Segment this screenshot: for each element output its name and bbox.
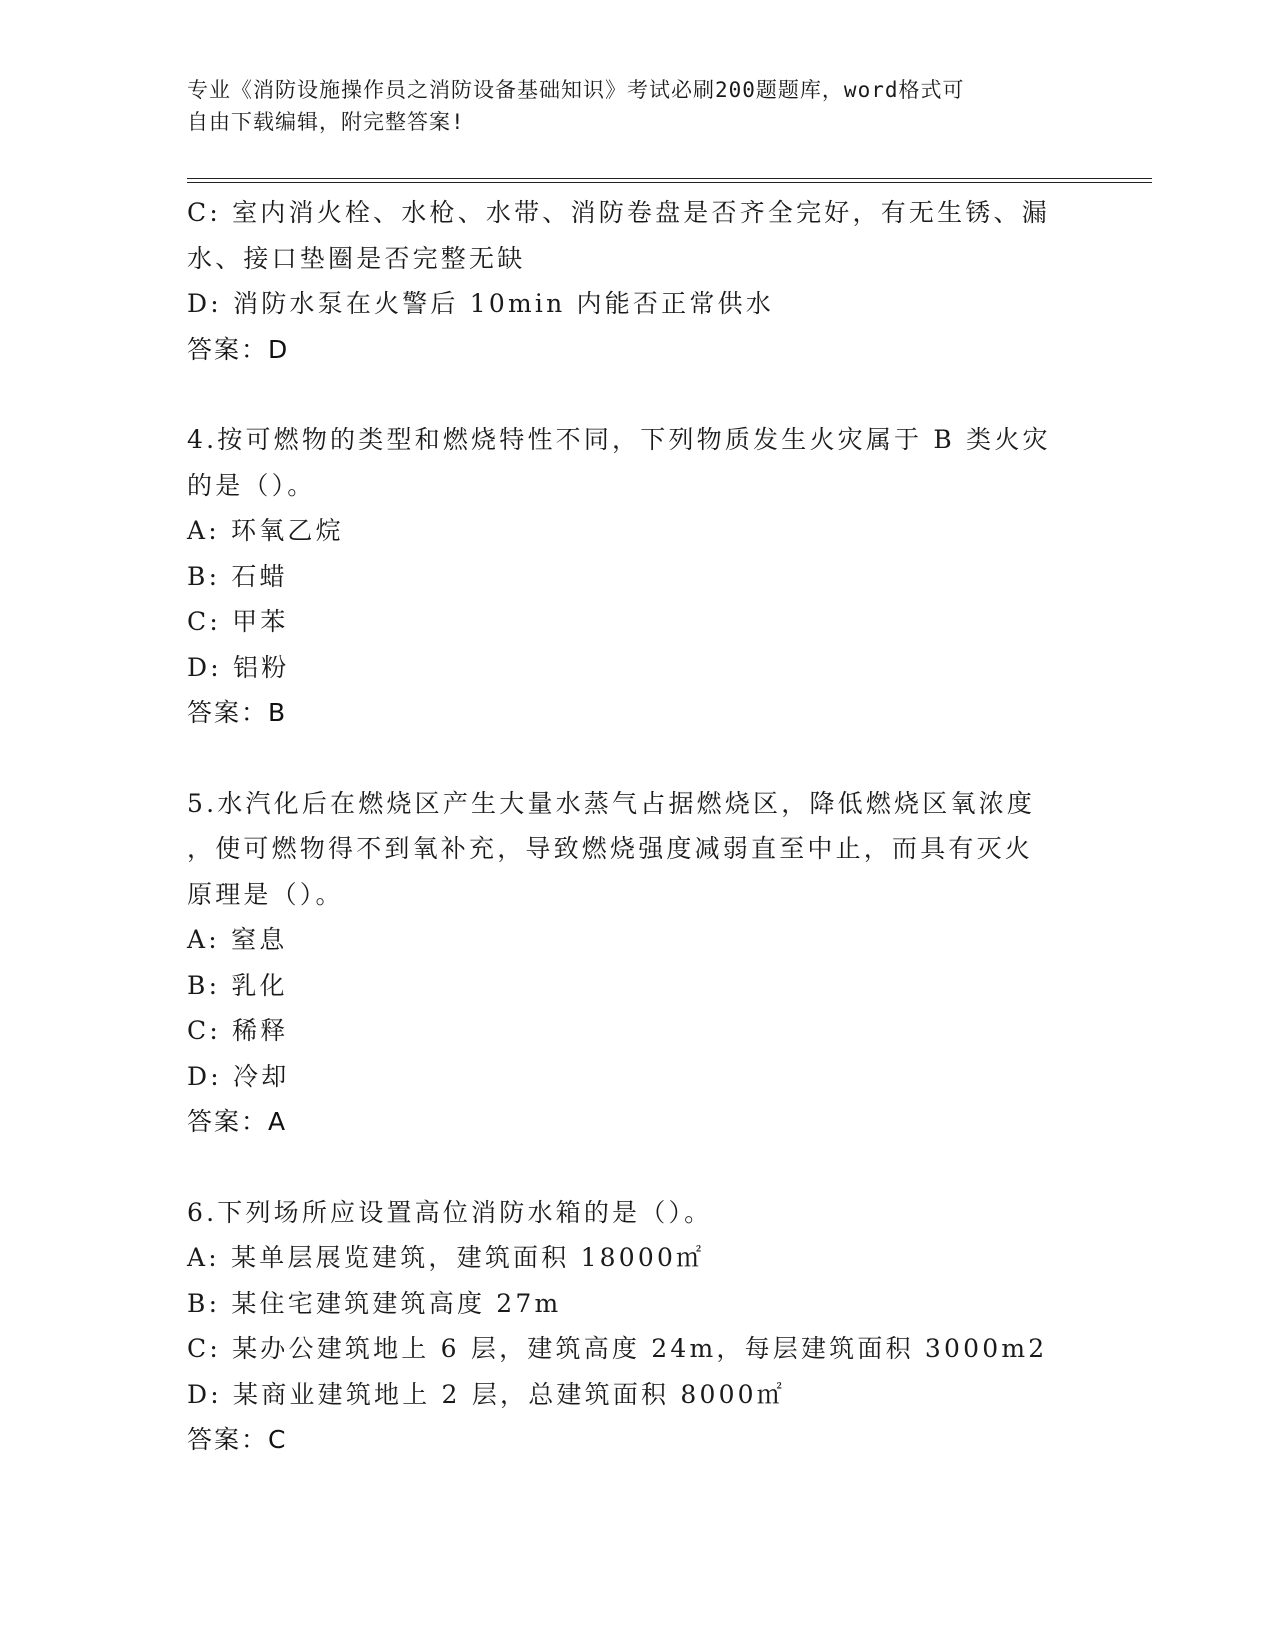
question-block: [187, 1190, 1087, 1463]
answer-line: 答案：B: [187, 698, 288, 727]
option-line: 水、接口垫圈是否完整无缺: [187, 243, 526, 273]
option-line: B: 石蜡: [187, 561, 288, 591]
answer-line: 答案：D: [187, 334, 290, 364]
option-line: C: 稀释: [187, 1016, 289, 1045]
option-line: A: 环氧乙烷: [187, 516, 344, 545]
option-line: D: 消防水泵在火警后 10min 内能否正常供水: [187, 289, 774, 318]
question-content: [187, 190, 1087, 1463]
option-line: A: 窒息: [187, 925, 288, 954]
option-line: D: 某商业建筑地上 2 层，总建筑面积 8000㎡: [187, 1379, 785, 1409]
header-line-2: 自由下载编辑，附完整答案!: [187, 110, 465, 134]
question-text: ，使可燃物得不到氧补充，导致燃烧强度减弱直至中止，而具有灭火: [187, 834, 1034, 863]
block-spacer: [187, 736, 1087, 781]
option-line: A: 某单层展览建筑，建筑面积 18000㎡: [187, 1243, 705, 1272]
block-spacer: [187, 372, 1087, 417]
option-line: C: 某办公建筑地上 6 层，建筑高度 24m，每层建筑面积 3000m2: [187, 1334, 1048, 1363]
answer-line: 答案：C: [187, 1425, 288, 1454]
question-text: 原理是（）。: [187, 879, 344, 909]
question-text: 5.水汽化后在燃烧区产生大量水蒸气占据燃烧区，降低燃烧区氧浓度: [187, 788, 1036, 818]
question-block: [187, 417, 1087, 736]
block-spacer: [187, 1145, 1087, 1190]
question-text: 的是（）。: [187, 470, 316, 500]
header-line-1: 专业《消防设施操作员之消防设备基础知识》考试必刷200题题库，word格式可: [187, 78, 965, 102]
option-line: B: 乳化: [187, 970, 288, 1000]
option-line: D: 冷却: [187, 1061, 290, 1091]
question-text: 6.下列场所应设置高位消防水箱的是（）。: [187, 1197, 713, 1227]
header-divider: [187, 178, 1152, 183]
question-block: [187, 781, 1087, 1145]
option-line: C: 室内消火栓、水枪、水带、消防卷盘是否齐全完好，有无生锈、漏: [187, 198, 1050, 227]
question-text: 4.按可燃物的类型和燃烧特性不同，下列物质发生火灾属于 B 类火灾: [187, 425, 1051, 454]
option-line: B: 某住宅建筑建筑高度 27m: [187, 1288, 562, 1318]
document-header: [187, 74, 1067, 138]
option-line: C: 甲苯: [187, 607, 289, 636]
answer-line: 答案：A: [187, 1107, 288, 1136]
question-block: [187, 190, 1087, 372]
option-line: D: 铝粉: [187, 652, 290, 682]
